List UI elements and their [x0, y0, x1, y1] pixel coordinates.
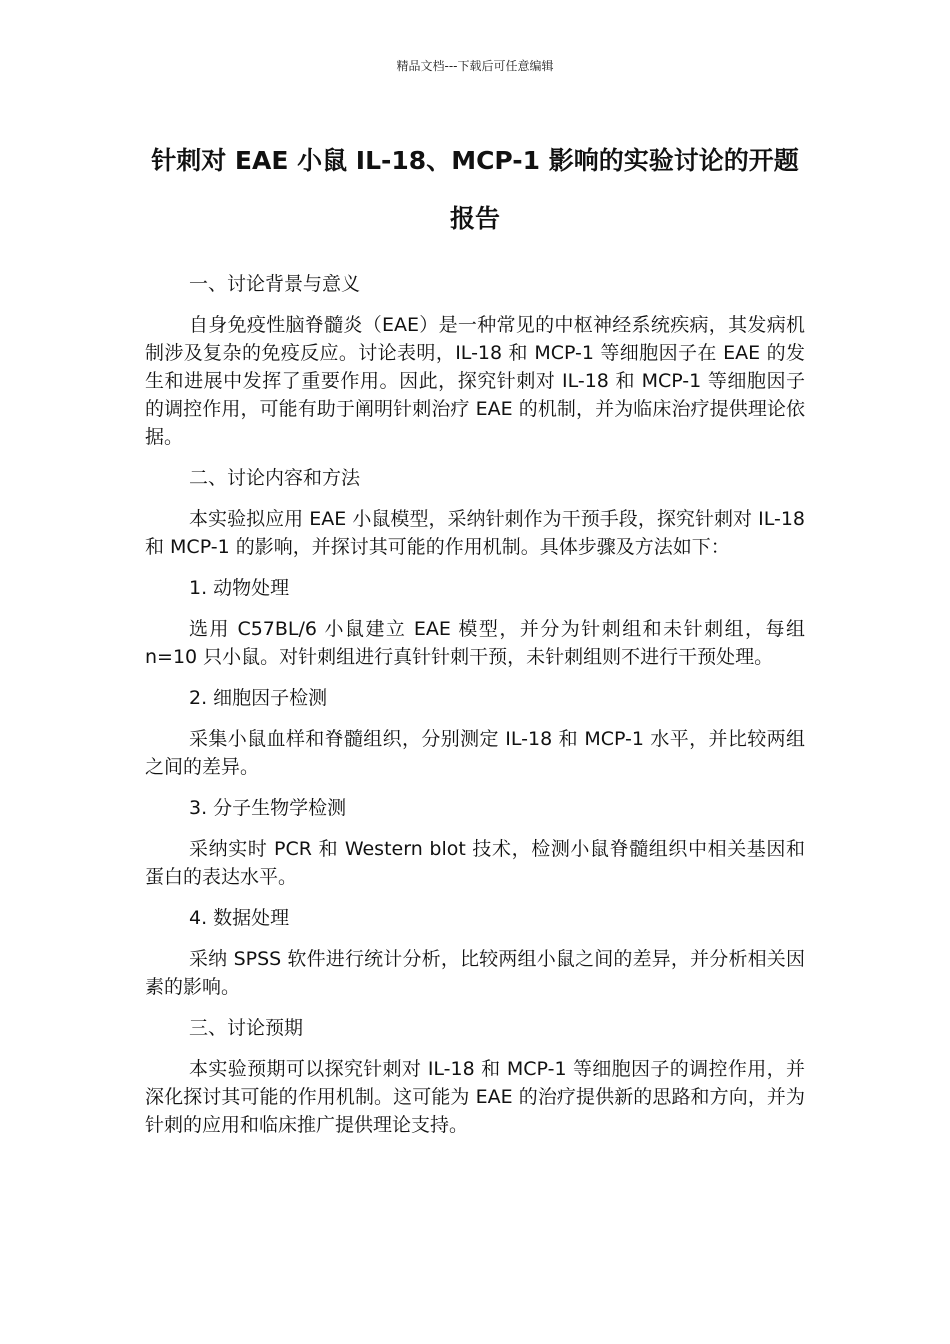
subheading-data-processing: 4. 数据处理 — [189, 907, 290, 929]
paragraph-animal-treatment: 选用 C57BL/6 小鼠建立 EAE 模型，并分为针刺组和未针刺组，每组 n=10 只小鼠。对针刺组进行真针针刺干预，未针刺组则不进行干预处理。 — [145, 618, 805, 668]
subheading-molecular-biology: 3. 分子生物学检测 — [189, 797, 347, 819]
paragraph-background: 自身免疫性脑脊髓炎（EAE）是一种常见的中枢神经系统疾病，其发病机制涉及复杂的免疫反应。讨论表明，IL-18 和 MCP-1 等细胞因子在 EAE 的发生和进展中发挥了重要作用。因此，探究针刺对 IL-18 和 MCP-1 等细胞因子的调控作用，可能有助于阐明针刺治疗 EAE 的机制，并为临床治疗提供理论依据。 — [145, 314, 805, 448]
paragraph-content-methods: 本实验拟应用 EAE 小鼠模型，采纳针刺作为干预手段，探究针刺对 IL-18 和 MCP-1 的影响，并探讨其可能的作用机制。具体步骤及方法如下： — [145, 508, 805, 558]
paragraph-data-processing: 采纳 SPSS 软件进行统计分析，比较两组小鼠之间的差异，并分析相关因素的影响。 — [145, 948, 805, 998]
section-heading-background: 一、讨论背景与意义 — [189, 273, 361, 295]
section-heading-expectations: 三、讨论预期 — [189, 1017, 304, 1039]
paragraph-cytokine-detection: 采集小鼠血样和脊髓组织，分别测定 IL-18 和 MCP-1 水平，并比较两组之间的差异。 — [145, 728, 805, 778]
page-title: 针刺对 EAE 小鼠 IL-18、MCP-1 影响的实验讨论的开题报告 — [151, 146, 799, 233]
document-body — [145, 270, 805, 1152]
subheading-cytokine-detection: 2. 细胞因子检测 — [189, 687, 328, 709]
paragraph-expectations: 本实验预期可以探究针刺对 IL-18 和 MCP-1 等细胞因子的调控作用，并深化探讨其可能的作用机制。这可能为 EAE 的治疗提供新的思路和方向，并为针刺的应用和临床推广提供理论支持。 — [145, 1058, 805, 1136]
section-heading-content-methods: 二、讨论内容和方法 — [189, 467, 361, 489]
header-note: 精品文档---下载后可任意编辑 — [396, 59, 554, 73]
paragraph-molecular-biology: 采纳实时 PCR 和 Western blot 技术，检测小鼠脊髓组织中相关基因和蛋白的表达水平。 — [145, 838, 805, 888]
subheading-animal-treatment: 1. 动物处理 — [189, 577, 290, 599]
